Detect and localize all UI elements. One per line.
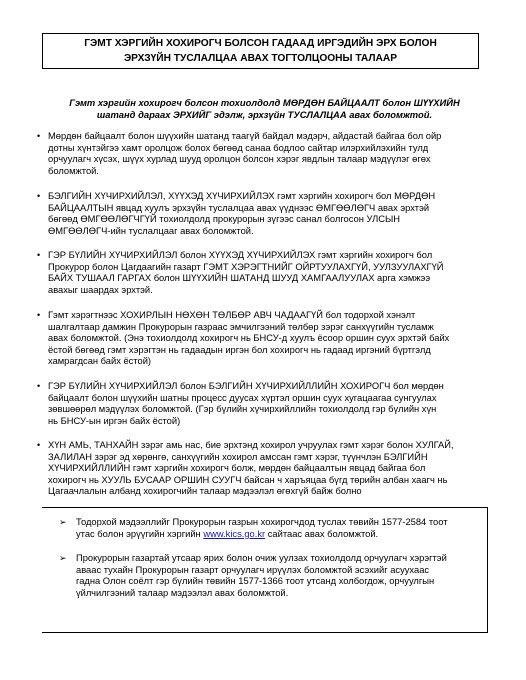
bullet-icon: •	[37, 310, 41, 320]
bullet-icon: •	[37, 131, 41, 141]
bullet-line: ХҮЧИРХИЙЛЛИЙН гэмт хэргийн хохирогч болж, мөрдөн байцаалтын явцад байгаа бол	[48, 463, 426, 474]
bullet-line: авахыг шаардах эрхтэй.	[48, 284, 153, 295]
title-line-1: ГЭМТ ХЭРГИЙН ХОХИРОГЧ БОЛСОН ГАДААД ИРГЭДИЙН ЭРХ БОЛОН	[84, 38, 437, 49]
bullet-line: БЭЛГИЙН ХҮЧИРХИЙЛЭЛ, ХҮҮХЭД ХҮЧИРХИЙЛЭХ гэмт хэргийн хохирогч бол МӨРДӨН	[48, 191, 436, 201]
arrow-icon: ➢	[59, 553, 67, 563]
bullet-line: авах боломжтой. (Энэ тохиолдолд хохирогч нь БНСУ-д хуулъ ёсоор оршин суух эрхтэй байх	[48, 333, 450, 344]
bullet-line: ёстой бөгөөд гэмт хэрэгтэн нь гадаадын иргэн бол хохирогч нь гадаад иргэний бүртгэлд	[48, 344, 431, 355]
bullet-line: Мөрдөн байцаалт болон шүүхийн шатанд таагүй байдал мэдэрч, айдастай байгаа бол ойр	[48, 131, 442, 141]
note-line: Тодорхой мэдээллийг Прокурорын газрын хохирогчдод туслах төвийн 1577-2584 тоот	[76, 517, 448, 527]
bullet-line: ХҮН АМЬ, ТАНХАЙН зэрэг амь нас, бие эрхтэнд хохирол учруулах гэмт хэрэг болон ХУЛГАЙ,	[48, 440, 454, 450]
note-line: аваас тухайн Прокурорын газарт орчуулагч ирүүлэх боломжтой эсэхийг асуухаас	[76, 564, 430, 575]
bullet-line: бөгөөд ӨМГӨӨЛӨГЧГҮЙ тохиолдолд прокурорын зүгээс санал болгосон УЛСЫН	[48, 214, 401, 225]
note-line: Прокурорын газартай утсаар ярих болон очиж уулзах тохиолдолд орчуулагч хэрэгтэй	[76, 553, 447, 563]
bullet-line: Гэмт хэрэгтнээс ХОХИРЛЫН НӨХӨН ТӨЛБӨР АВЧ ЧАДААГҮЙ бол тодорхой хэнэлт	[48, 310, 416, 320]
kics-link[interactable]: www.kics.go.kr	[203, 528, 266, 539]
bullet-line: шалгалтаар дамжин Прокурорын газраас эмчилгээний төлбөр зэрэг санхүүгийн тусламж	[48, 321, 434, 332]
bullet-item	[37, 310, 488, 368]
bullet-line: зөвшөөрөл мэдүүлэх боломжтой. (Гэр бүлийн хүчирхийллийн тохиолдолд гэр бүлийн хүн	[48, 404, 437, 415]
bullet-line: ГЭР БҮЛИЙН ХҮЧИРХИЙЛЭЛ болон БЭЛГИЙН ХҮЧИРХИЙЛЛИЙН ХОХИРОГЧ бол мөрдөн	[48, 381, 444, 391]
bullet-line: Прокурор болон Цагдаагийн газарт ГЭМТ ХЭРЭГТНИЙГ ОЙРТУУЛАХГҮЙ, УУЛЗУУЛАХГҮЙ	[48, 261, 444, 272]
info-box	[42, 507, 488, 633]
note-line	[76, 529, 476, 541]
note-line: гадна Олон соёлт гэр бүлийн төвийн 1577-1366 тоот утсанд холбогдож, орчуулгын	[76, 576, 435, 587]
bullet-item	[37, 440, 488, 498]
bullet-line: Цагаачлалын албанд хохирогчийн талаар мэдээлэл өгөхгүй байж болно	[48, 486, 362, 497]
arrow-icon: ➢	[59, 517, 67, 527]
note-text: утас болон эрүүгийн хэргийн	[76, 528, 201, 539]
bullet-line: нь БНСУ-ын иргэн байх ёстой)	[48, 415, 181, 426]
bullet-item	[37, 250, 488, 296]
info-note	[59, 553, 476, 599]
bullet-line: боломжтой.	[48, 165, 99, 176]
bullet-line: дотны хүнтэйгээ хамт оролцож болох бөгөөд санаа бодлоо сайтар илэрхийлэхийн тулд	[48, 142, 429, 153]
title-line-2: ЭРХЗҮЙН ТУСЛАЛЦАА АВАХ ТОГТОЛЦООНЫ ТАЛААР	[123, 53, 398, 64]
bullet-item	[37, 191, 488, 237]
bullet-line: ГЭР БҮЛИЙН ХҮЧИРХИЙЛЭЛ болон ХҮҮХЭД ХҮЧИРХИЙЛЭХ гэмт хэргийн хохирогч бол	[48, 250, 433, 260]
bullet-icon: •	[37, 191, 41, 201]
bullet-line: БАЙЦААЛТЫН явцад хуулъ эрхзүйн туслалцаа авах үүднээс ӨМГӨӨЛӨГЧ авах эрхтэй	[48, 202, 430, 213]
bullet-item	[37, 381, 488, 427]
bullet-icon: •	[37, 250, 41, 260]
bullet-line: ЗАЛИЛАН зэрэг эд хөрөнгө, санхүүгийн хохирол амссан гэмт хэрэг, түүнчлэн БЭЛГИЙН	[48, 451, 428, 462]
bullet-line: ӨМГӨӨЛӨГЧ-ийн туслалцааг авах боломжтой.	[48, 225, 254, 236]
bullet-line: хамрагдсан байх ёстой)	[48, 356, 152, 367]
note-line: үйлчилгээний талаар мэдээлэл авах боломжтой.	[76, 587, 289, 598]
bullet-line: байцаалт болон шүүхийн шатны процесс дуусах хүртэл оршин суух хугацаагаа сунгуулах	[48, 392, 437, 403]
info-note	[59, 517, 476, 540]
bullet-icon: •	[37, 440, 41, 450]
bullet-icon: •	[37, 381, 41, 391]
title-box	[42, 33, 479, 69]
intro-text	[42, 97, 487, 121]
note-text: сайтаас авах боломжтой.	[267, 528, 379, 539]
bullet-line: БАЙХ ТУШААЛ ГАРГАХ болон ШҮҮХИЙН ШАТАНД ШУУД ХАМГААЛУУЛАХ арга хэмжээ	[48, 273, 431, 284]
bullet-item	[37, 131, 488, 177]
bullet-line: хохирогч нь ХУУЛЬ БУСААР ОРШИН СУУГЧ байсан ч харъяцаа бүгд төрийн албан хаагч нь	[48, 474, 448, 485]
intro-line-2: шатанд дараах ЭРХИЙГ эдэлж, эрхзүйн ТУСЛАЛЦАА авах боломжтой.	[96, 109, 433, 120]
intro-line-1: Гэмт хэргийн хохирогч болсон тохиолдолд МӨРДӨН БАЙЦААЛТ болон ШҮҮХИЙН	[69, 97, 460, 108]
bullet-line: орчуулагч хүсэх, шүүх хурлад шууд оролцон болсон хэрэг явдлын талаар мэдүүлэг өгөх	[48, 154, 431, 165]
